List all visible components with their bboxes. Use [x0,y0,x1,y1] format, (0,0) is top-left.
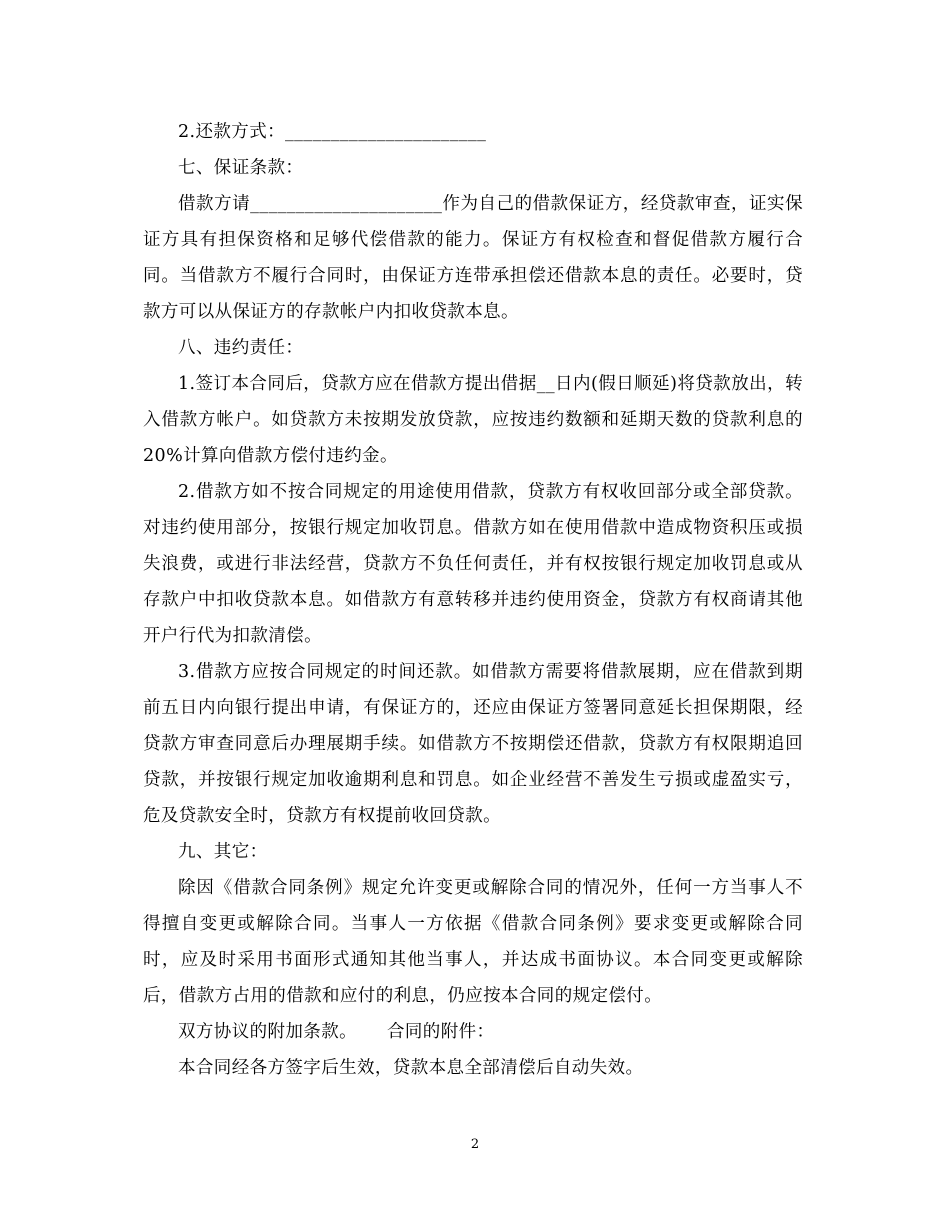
section-7-heading: 七、保证条款： [178,158,304,178]
section-8-heading: 八、违约责任： [178,338,304,358]
section-9-body: 除因《借款合同条例》规定允许变更或解除合同的情况外，任何一方当事人不得擅自变更或解除合同。当事人一方依据《借款合同条例》要求变更或解除合同时，应及时采用书面形式通知其他当事人，并达成书面协议。本合同变更或解除后，借款方占用的借款和应付的利息，仍应按本合同的规定偿付。 [143,878,803,1006]
section-7-body: 借款方请_____________________作为自己的借款保证方，经贷款审查，证实保证方具有担保资格和足够代偿借款的能力。保证方有权检查和督促借款方履行合同。当借款方不履行合同时，由保证方连带承担偿还借款本息的责任。必要时，贷款方可以从保证方的存款帐户内扣收贷款本息。 [143,194,803,322]
attachments-label: 合同的附件： [387,1022,495,1042]
additional-terms-label: 双方协议的附加条款。 [178,1022,357,1042]
additional-terms-line [143,1014,803,1050]
section-9-heading: 九、其它： [178,842,268,862]
section-8-item-3: 3.借款方应按合同规定的时间还款。如借款方需要将借款展期，应在借款到期前五日内向银行提出申请，有保证方的，还应由保证方签署同意延长担保期限，经贷款方审查同意后办理展期手续。如借款方不按期偿还借款，贷款方有权限期追回贷款，并按银行规定加收逾期利息和罚息。如企业经营不善发生亏损或虚盈实亏，危及贷款安全时，贷款方有权提前收回贷款。 [143,662,803,826]
repayment-method-line: 2.还款方式：______________________ [178,122,487,142]
section-8-item-2: 2.借款方如不按合同规定的用途使用借款，贷款方有权收回部分或全部贷款。对违约使用部分，按银行规定加收罚息。借款方如在使用借款中造成物资积压或损失浪费，或进行非法经营，贷款方不负任何责任，并有权按银行规定加收罚息或从存款户中扣收贷款本息。如借款方有意转移并违约使用资金，贷款方有权商请其他开户行代为扣款清偿。 [143,482,803,646]
page-number: 2 [470,1137,480,1152]
effective-clause: 本合同经各方签字后生效，贷款本息全部清偿后自动失效。 [178,1058,644,1078]
section-8-item-1: 1.签订本合同后，贷款方应在借款方提出借据__日内(假日顺延)将贷款放出，转入借款方帐户。如贷款方未按期发放贷款，应按违约数额和延期天数的贷款利息的20%计算向借款方偿付违约金。 [143,374,803,466]
document-body [143,114,803,1086]
